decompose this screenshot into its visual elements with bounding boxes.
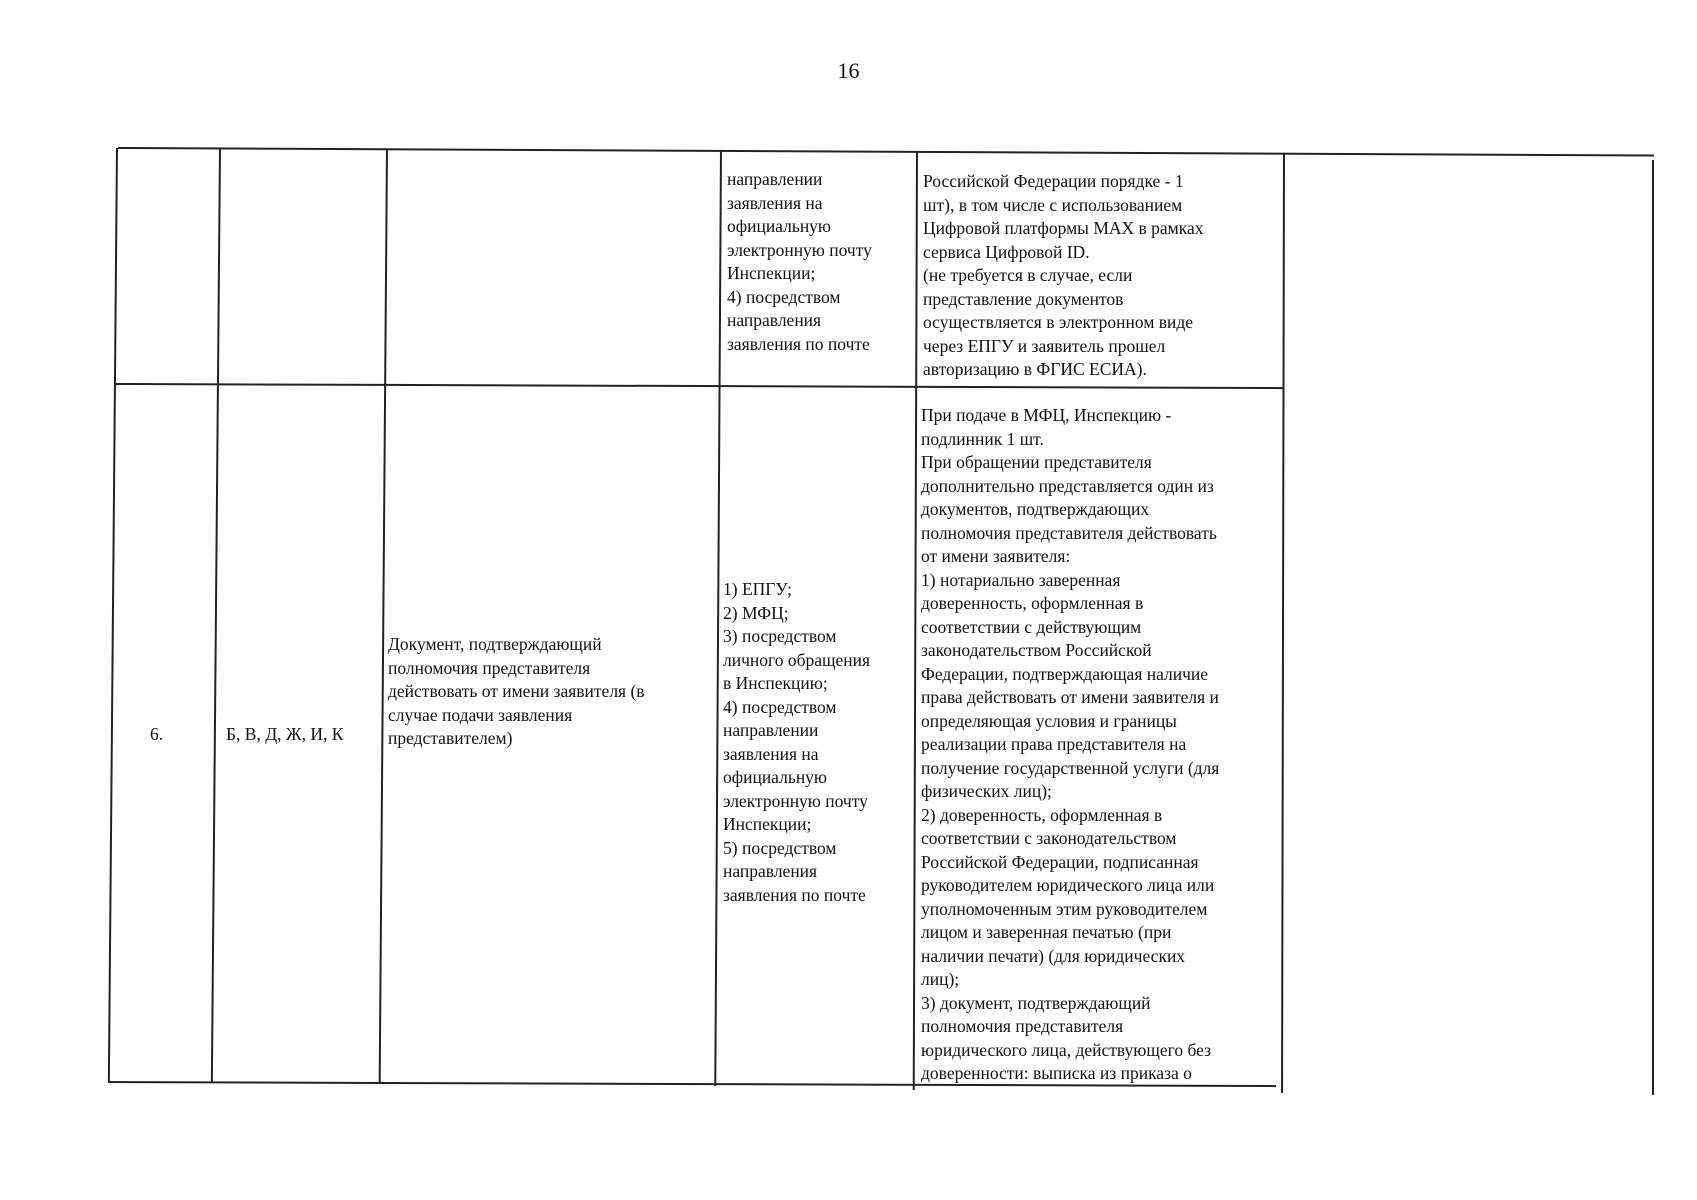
row-divider [116,383,1283,389]
cell-requirements: Российской Федерации порядке - 1 шт), в том числе с использованием Цифровой платформы MAX в рамках сервиса Цифровой ID. (не требуется в случае, если представление документов осуществляется в электронном виде через ЕПГУ и заявитель прошел авторизацию в ФГИС ЕСИА). [923,171,1204,379]
column-divider [714,150,722,1086]
column-divider [211,148,221,1082]
column-divider [913,151,918,1090]
page-number: 16 [837,58,860,83]
cell-document: Документ, подтверждающий полномочия представителя действовать от имени заявителя (в случае подачи заявления представителем) [388,634,645,748]
cell-methods: направлении заявления на официальную электронную почту Инспекции; 4) посредством направления заявления по почте [727,169,872,354]
table-left-border [108,148,118,1081]
table-top-border [118,147,1654,157]
cell-num: 6. [150,724,164,744]
cell-requirements: При подаче в МФЦ, Инспекцию - подлинник 1 шт. При обращении представителя дополнительно представляется один из документов, подтверждающих полномочия представителя действовать от имени заявителя: 1) нотариально заверенная доверенность, оформленная в соответствии с действующим законодательством Российской Федерации, подтверждающая наличие права действовать от имени заявителя и определяющая условия и границы реализации права представителя на получение государственной услуги (для физических лиц); 2) доверенность, оформленная в соответствии с законодательством Российской Федерации, подписанная руководителем юридического лица или уполномоченным этим руководителем лицом и заверенная печатью (при наличии печати) (для юридических лиц); 3) документ, подтверждающий полномочия представителя юридического лица, действующего без доверенности: выписка из приказа о [921,405,1220,1083]
table-right-border [1652,160,1654,1095]
cell-methods: 1) ЕПГУ; 2) МФЦ; 3) посредством личного обращения в Инспекцию; 4) посредством направлении заявления на официальную электронную почту Инспекции; 5) посредством направления заявления по почте [723,579,871,905]
column-divider [379,149,388,1083]
cell-categories: Б, В, Д, Ж, И, К [226,724,344,744]
